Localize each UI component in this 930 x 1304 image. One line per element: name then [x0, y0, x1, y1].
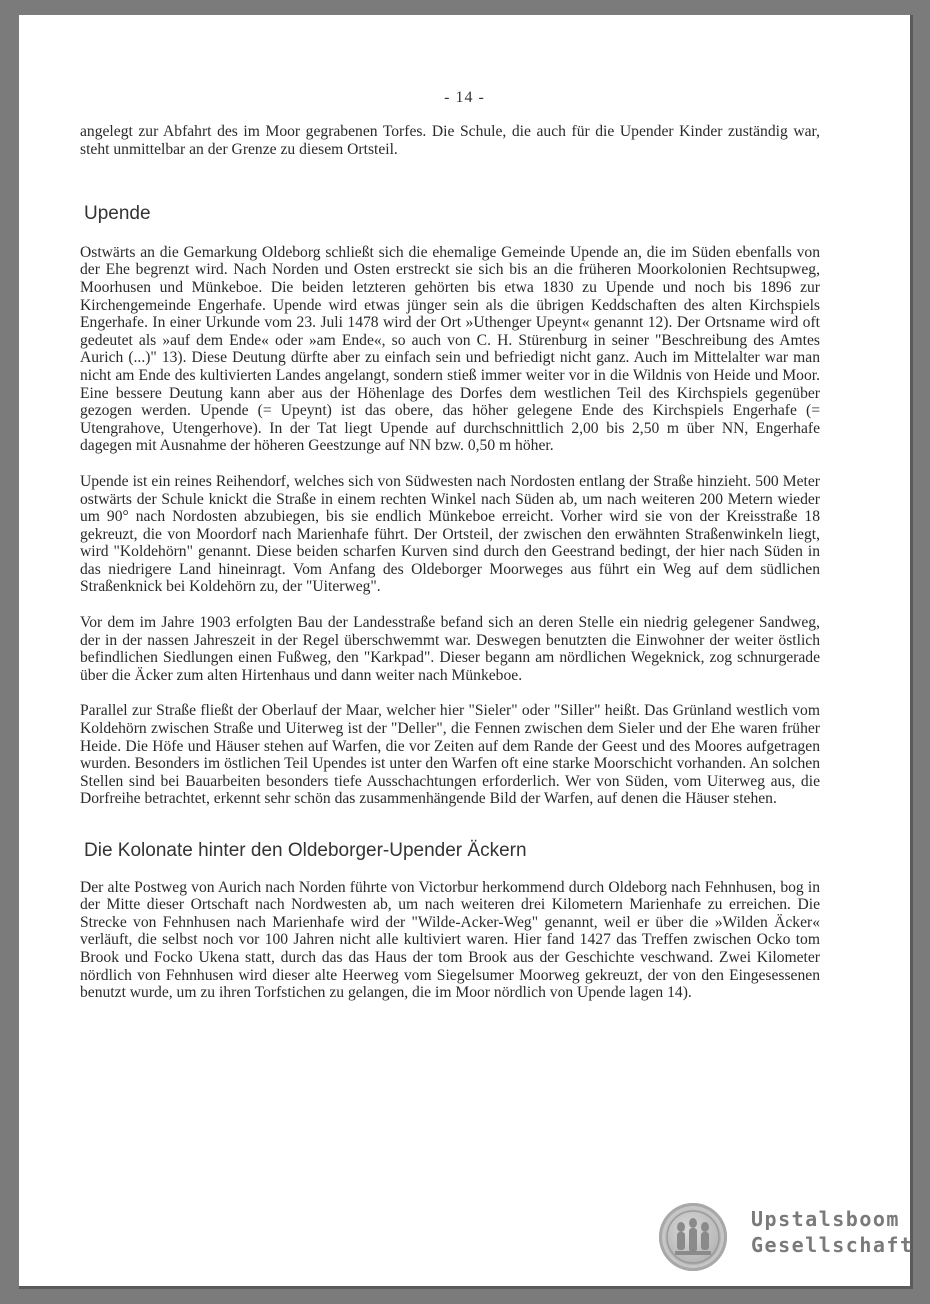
- section-heading-upende: Upende: [84, 203, 151, 225]
- page-content: [80, 123, 820, 1002]
- upende-paragraph-2: Upende ist ein reines Reihendorf, welches sich von Südwesten nach Nordosten entlang der Straße hinzieht. 500 Meter ostwärts der Schule knickt die Straße in einem rechten Winkel nach Süden ab, um nach weiteren 200 Metern wieder um 90° nach Nordosten abzubiegen, bis sie endlich Münkeboe erreicht. Vorher wird sie von der Kreisstraße 18 gekreuzt, die von Moordorf nach Marienhafe führt. Der Ortsteil, der zwischen den erwähnten Straßenwinkeln liegt, wird "Koldehörn" genannt. Diese beiden scharfen Kurven sind durch den Geestrand bedingt, der hier nach Süden in das niedrigere Land hineinragt. Vom Anfang des Oldeborger Moorweges aus führt ein Weg auf dem südlichen Straßenknick bei Koldehörn zu, der "Uiterweg".: [80, 472, 820, 596]
- kolonate-paragraph-1: Der alte Postweg von Aurich nach Norden führte von Victorbur herkommend durch Oldeborg nach Fehnhusen, bog in der Mitte dieser Ortschaft nach Nordwesten ab, um nach weiteren drei Kilometern Marienhafe zu erreichen. Die Strecke von Fehnhusen nach Marienhafe wird der "Wilde-Acker-Weg" genannt, weil er über die »Wilden Äcker« verläuft, die selbst noch vor 100 Jahren nicht alle kultiviert waren. Hier fand 1427 das Treffen zwischen Ocko tom Brook und Focko Ukena statt, durch das das Haus der tom Brook aus der Geschichte veschwand. Zwei Kilometer nördlich von Fehnhusen wird dieser alte Heerweg vom Siegelsumer Moorweg gekreuzt, der von den Eingesessenen benutzt wurde, um zu ihren Torfstichen zu gelangen, die im Moor nördlich von Upende lagen 14).: [80, 878, 820, 1002]
- page-number: - 14 -: [444, 89, 485, 106]
- seal-icon: [659, 1203, 727, 1271]
- upende-paragraph-3: Vor dem im Jahre 1903 erfolgten Bau der Landesstraße befand sich an deren Stelle ein niedrig gelegener Sandweg, der in der nassen Jahreszeit in der Regel überschwemmt war. Deswegen benutzten die Einwohner der weiter östlich befindlichen Siedlungen einen Fußweg, den "Karkpad". Dieser begann am nördlichen Wegeknick, zog schnurgerade über die Äcker zum alten Hirtenhaus und dann weiter nach Münkeboe.: [80, 614, 820, 684]
- upstalsboom-logo: [659, 1201, 914, 1273]
- upende-paragraph-1: Ostwärts an die Gemarkung Oldeborg schließt sich die ehemalige Gemeinde Upende an, die im Süden ebenfalls von der Ehe begrenzt wird. Nach Norden und Osten erstreckt sie sich bis an die früheren Moorkolonien Rechtsupweg, Moorhusen und Münkeboe. Die beiden letzteren gehörten bis etwa 1830 zu Upende und noch bis 1896 zur Kirchengemeinde Engerhafe. Upende wird etwas jünger sein als die übrigen Keddschaften des alten Kirchspiels Engerhafe. In einer Urkunde vom 23. Juli 1478 wird der Ort »Uthenger Upeynt« genannt 12). Der Ortsname wird oft gedeutet als »auf dem Ende« oder »am Ende«, so auch von C. H. Stürenburg in seiner "Beschreibung des Amtes Aurich (...)" 13). Diese Deutung dürfte aber zu einfach sein und befriedigt nicht ganz. Auch im Mittelalter war man nicht am Ende des kultivierten Landes angelangt, sondern stieß immer weiter vor in die Wildnis von Heide und Moor. Eine bessere Deutung kann aber aus der Höhenlage des Dorfes dem westlichen Teil des Kirchspiels gegenüber gezogen werden. Upende (= Upeynt) ist das obere, das höher gelegene Ende des Kirchspiels Engerhafe (= Utengrahove, Utengerhove). In der Tat liegt Upende auf durchschnittlich 2,00 bis 2,50 m über NN, Engerhafe dagegen mit Ausnahme der höheren Geestzunge auf NN bzw. 0,50 m höher.: [80, 243, 820, 455]
- logo-text: [751, 1206, 914, 1258]
- logo-line-2: Gesellschaft: [751, 1233, 914, 1257]
- intro-paragraph: angelegt zur Abfahrt des im Moor gegrabenen Torfes. Die Schule, die auch für die Upender Kinder zuständig war, steht unmittelbar an der Grenze zu diesem Ortsteil.: [80, 123, 820, 158]
- section-heading-kolonate: Die Kolonate hinter den Oldeborger-Upender Äckern: [84, 840, 527, 861]
- upende-paragraph-4: Parallel zur Straße fließt der Oberlauf der Maar, welcher hier "Sieler" oder "Siller" heißt. Das Grünland westlich vom Koldehörn zwischen Straße und Uiterweg ist der "Deller", die Fennen zwischen dem Sieler und der Ehe waren früher Heide. Die Höfe und Häuser stehen auf Warfen, die vor Zeiten auf dem Rande der Geest und des Moores aufgetragen wurden. Besonders im östlichen Teil Upendes ist unter den Warfen oft eine starke Moorschicht vorhanden. An solchen Stellen sind bei Bauarbeiten besonders tiefe Ausschachtungen erforderlich. Wer von Süden, vom Uiterweg aus, die Dorfreihe betrachtet, erkennt sehr schön das zusammenhängende Bild der Warfen, auf denen die Häuser stehen.: [80, 702, 820, 808]
- logo-line-1: Upstalsboom: [751, 1207, 900, 1231]
- document-page: [19, 15, 913, 1289]
